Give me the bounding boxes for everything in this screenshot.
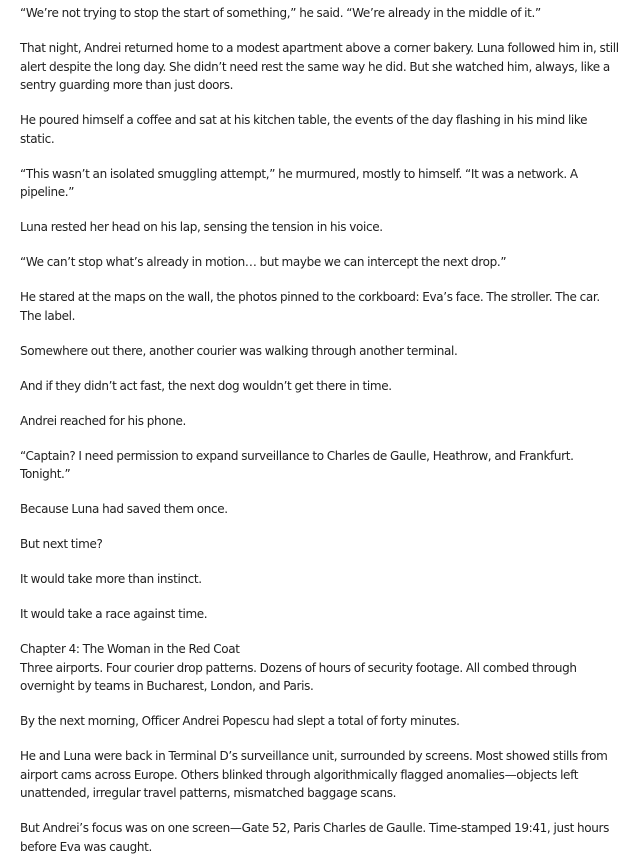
paragraph: “We can’t stop what’s already in motion… but maybe we can intercept the next drop.” <box>20 255 507 269</box>
paragraph: By the next morning, Officer Andrei Popescu had slept a total of forty minutes. <box>20 714 460 728</box>
chapter-heading: Chapter 4: The Woman in the Red Coat <box>20 642 240 656</box>
paragraph: That night, Andrei returned home to a modest apartment above a corner bakery. Luna followed him in, still alert despite the long day. She didn’t need rest the same way he did. But she watched him, always, like a sentry guarding more than just doors. <box>20 41 619 92</box>
paragraph: He and Luna were back in Terminal D’s surveillance unit, surrounded by screens. Most showed stills from airport cams across Europe. Others blinked through algorithmically flagged anomalies—objects left unattended, irregular travel patterns, mismatched baggage scans. <box>20 749 608 800</box>
paragraph: But next time? <box>20 537 103 551</box>
paragraph: He poured himself a coffee and sat at his kitchen table, the events of the day flashing in his mind like static. <box>20 113 588 146</box>
paragraph: Because Luna had saved them once. <box>20 502 228 516</box>
paragraph: But Andrei’s focus was on one screen—Gate 52, Paris Charles de Gaulle. Time-stamped 19:41, just hours before Eva was caught. <box>20 821 610 854</box>
chapter-first-paragraph: Three airports. Four courier drop patterns. Dozens of hours of security footage. All combed through overnight by teams in Bucharest, London, and Paris. <box>20 660 577 693</box>
paragraph: Somewhere out there, another courier was walking through another terminal. <box>20 343 458 358</box>
paragraph: And if they didn’t act fast, the next dog wouldn’t get there in time. <box>20 378 392 393</box>
paragraph: It would take a race against time. <box>20 607 208 621</box>
paragraph: “Captain? I need permission to expand surveillance to Charles de Gaulle, Heathrow, and Frankfurt. Tonight.” <box>20 448 574 481</box>
paragraph: “This wasn’t an isolated smuggling attempt,” he murmured, mostly to himself. “It was a network. A pipeline.” <box>20 166 578 199</box>
paragraph: “We’re not trying to stop the start of something,” he said. “We’re already in the middle of it.” <box>20 6 541 20</box>
paragraph: Andrei reached for his phone. <box>20 413 186 428</box>
paragraph: He stared at the maps on the wall, the photos pinned to the corkboard: Eva’s face. The stroller. The car. The label. <box>20 290 600 323</box>
paragraph: Luna rested her head on his lap, sensing the tension in his voice. <box>20 220 383 234</box>
chapter-section <box>20 640 619 696</box>
paragraph: It would take more than instinct. <box>20 572 202 586</box>
